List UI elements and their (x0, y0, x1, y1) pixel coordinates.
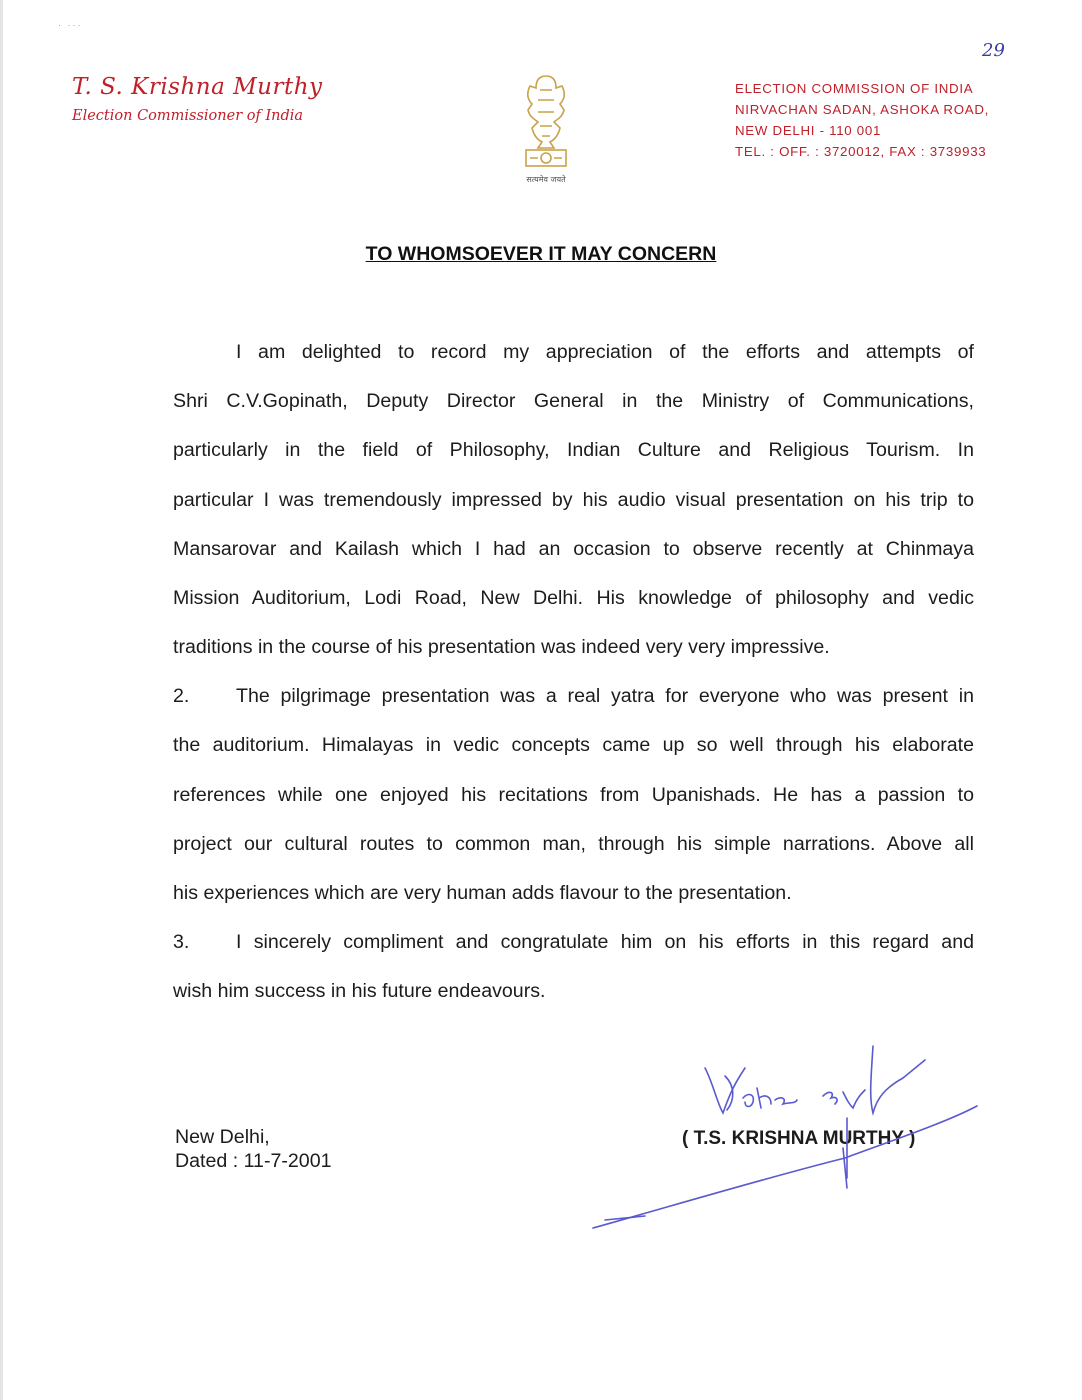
place: New Delhi, (175, 1126, 270, 1148)
body-line: particularly in the field of Philosophy, Indian Culture and Religious Tourism. In (173, 439, 974, 461)
address-line: NIRVACHAN SADAN, ASHOKA ROAD, (735, 102, 990, 117)
sender-name: T. S. Krishna Murthy (72, 74, 323, 100)
body-line: Mission Auditorium, Lodi Road, New Delhi. His knowledge of philosophy and vedic (173, 587, 974, 609)
body-line: project our cultural routes to common man, through his simple narrations. Above all (173, 833, 974, 855)
body-line: Shri C.V.Gopinath, Deputy Director General in the Ministry of Communications, (173, 390, 974, 412)
handwritten-signature (585, 1038, 985, 1238)
paragraph-number: 3. (173, 931, 190, 953)
body-line: his experiences which are very human adds flavour to the presentation. (173, 882, 792, 904)
scan-artifact: · ··· (58, 20, 83, 30)
body-line: the auditorium. Himalayas in vedic concepts came up so well through his elaborate (173, 734, 974, 756)
body-line: particular I was tremendously impressed by his audio visual presentation on his trip to (173, 489, 974, 511)
date: Dated : 11-7-2001 (175, 1150, 332, 1172)
paragraph-number: 2. (173, 685, 190, 707)
letter-heading: TO WHOMSOEVER IT MAY CONCERN (365, 243, 717, 265)
body-line: traditions in the course of his presentation was indeed very very impressive. (173, 636, 830, 658)
handwritten-page-number: 29 (982, 40, 1005, 61)
office-address (735, 78, 989, 162)
state-emblem-icon (508, 70, 584, 188)
body-line: I sincerely compliment and congratulate him on his efforts in this regard and (236, 931, 974, 953)
emblem-motto: सत्यमेव जयते (526, 175, 566, 184)
body-line: wish him success in his future endeavours. (173, 980, 546, 1002)
body-line: I am delighted to record my appreciation of the efforts and attempts of (236, 341, 974, 363)
address-line: NEW DELHI - 110 001 (735, 123, 882, 138)
page-edge (0, 0, 3, 1400)
body-line: references while one enjoyed his recitations from Upanishads. He has a passion to (173, 784, 974, 806)
body-line: The pilgrimage presentation was a real yatra for everyone who was present in (236, 685, 974, 707)
address-line: ELECTION COMMISSION OF INDIA (735, 81, 974, 96)
signatory-name: ( T.S. KRISHNA MURTHY ) (682, 1128, 916, 1149)
sender-title: Election Commissioner of India (72, 108, 304, 124)
body-line: Mansarovar and Kailash which I had an occasion to observe recently at Chinmaya (173, 538, 974, 560)
address-line: TEL. : OFF. : 3720012, FAX : 3739933 (735, 144, 987, 159)
